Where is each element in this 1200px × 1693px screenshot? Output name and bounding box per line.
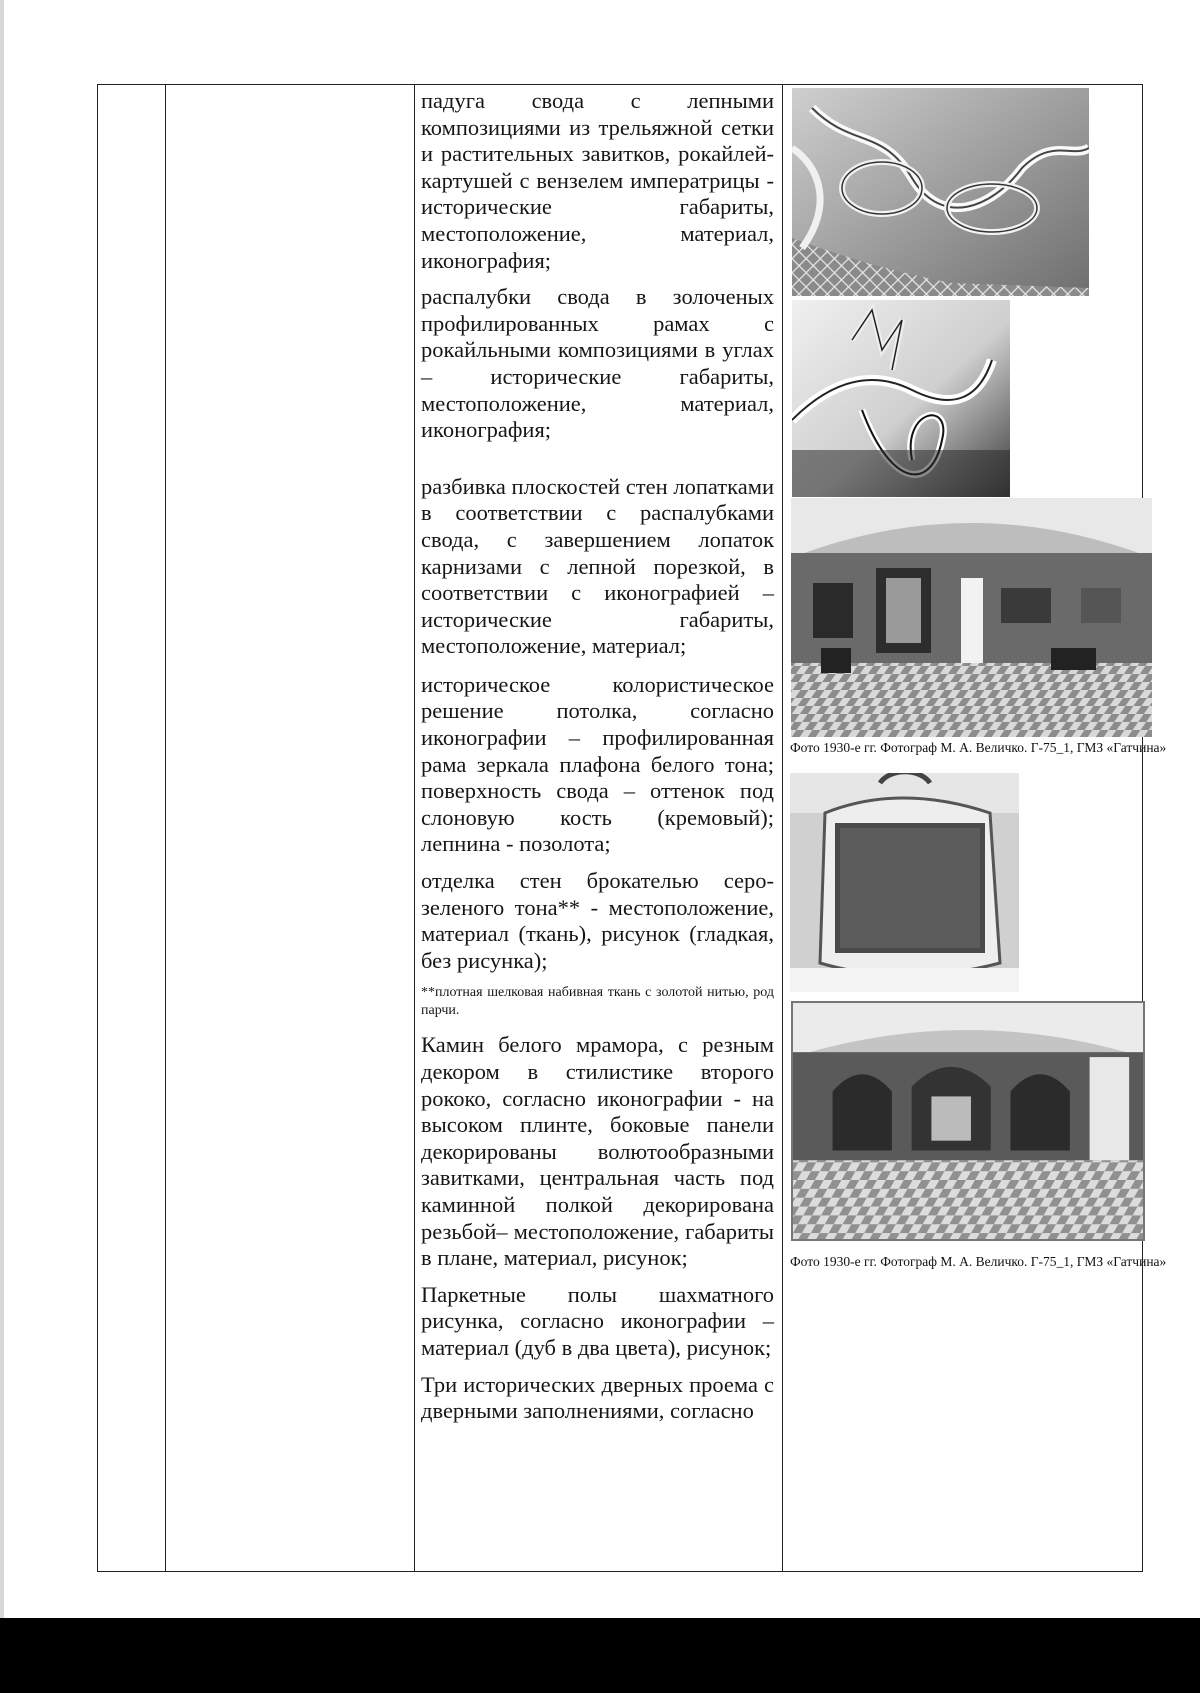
paragraph-wall-fabric: отделка стен брокателью серо-зеленого тона** - местоположение, материал (ткань), рисунок (гладкая, без рисунка); — [421, 868, 774, 973]
paragraph-doorways: Три исторических дверных проема с дверными заполнениями, согласно — [421, 1371, 774, 1424]
monogram-photo — [792, 300, 1010, 497]
paragraph-cornice: падуга свода с лепными композициями из трельяжной сетки и растительных завитков, рокайлей-картушей с вензелем императрицы - исторические габариты, местоположение, материал, иконография; — [421, 88, 774, 273]
footnote: **плотная шелковая набивная ткань с золотой нитью, род парчи. — [421, 985, 774, 1019]
photo-caption: Фото 1930-е гг. Фотограф М. А. Величко. Г-75_1, ГМЗ «Гатчина» — [790, 1254, 1167, 1269]
paragraph-lunettes: распалубки свода в золоченых профилированных рамах с рокайльными композициями в углах – исторические габариты, местоположение, материал, иконография; — [421, 284, 774, 443]
column-divider — [165, 85, 166, 1571]
hall-photo-1930s — [791, 498, 1152, 737]
description-column — [421, 88, 774, 1425]
paragraph-ceiling-colors: историческое колористическое решение потолка, согласно иконографии – профилированная рама зеркала плафона белого тона; поверхность свода – оттенок под слоновую кость (кремовый); лепнина - позолота; — [421, 671, 774, 857]
photo-caption: Фото 1930-е гг. Фотограф М. А. Величко. Г-75_1, ГМЗ «Гатчина» — [790, 740, 1167, 755]
paragraph-fireplace: Камин белого мрамора, с резным декором в стилистике второго рококо, согласно иконографии - на высоком плинте, боковые панели декорированы волютообразными завитками, центральная часть под каминной полкой декорирована резьбой– местоположение, габариты в плане, материал, рисунок; — [421, 1032, 774, 1271]
fireplace-photo — [790, 773, 1019, 992]
stucco-photo — [792, 88, 1089, 296]
column-divider — [414, 85, 415, 1571]
scan-edge — [0, 0, 4, 1620]
column-divider — [782, 85, 783, 1571]
paragraph-pilasters: разбивка плоскостей стен лопатками в соответствии с распалубками свода, с завершением лопаток карнизами с лепной порезкой, в соответствии с иконографией – исторические габариты, местоположение, материал; — [421, 473, 774, 659]
hall-photo-arches — [791, 1001, 1145, 1241]
paragraph-parquet: Паркетные полы шахматного рисунка, согласно иконографии – материал (дуб в два цвета), рисунок; — [421, 1281, 774, 1360]
scan-bottom-border — [0, 1618, 1200, 1693]
